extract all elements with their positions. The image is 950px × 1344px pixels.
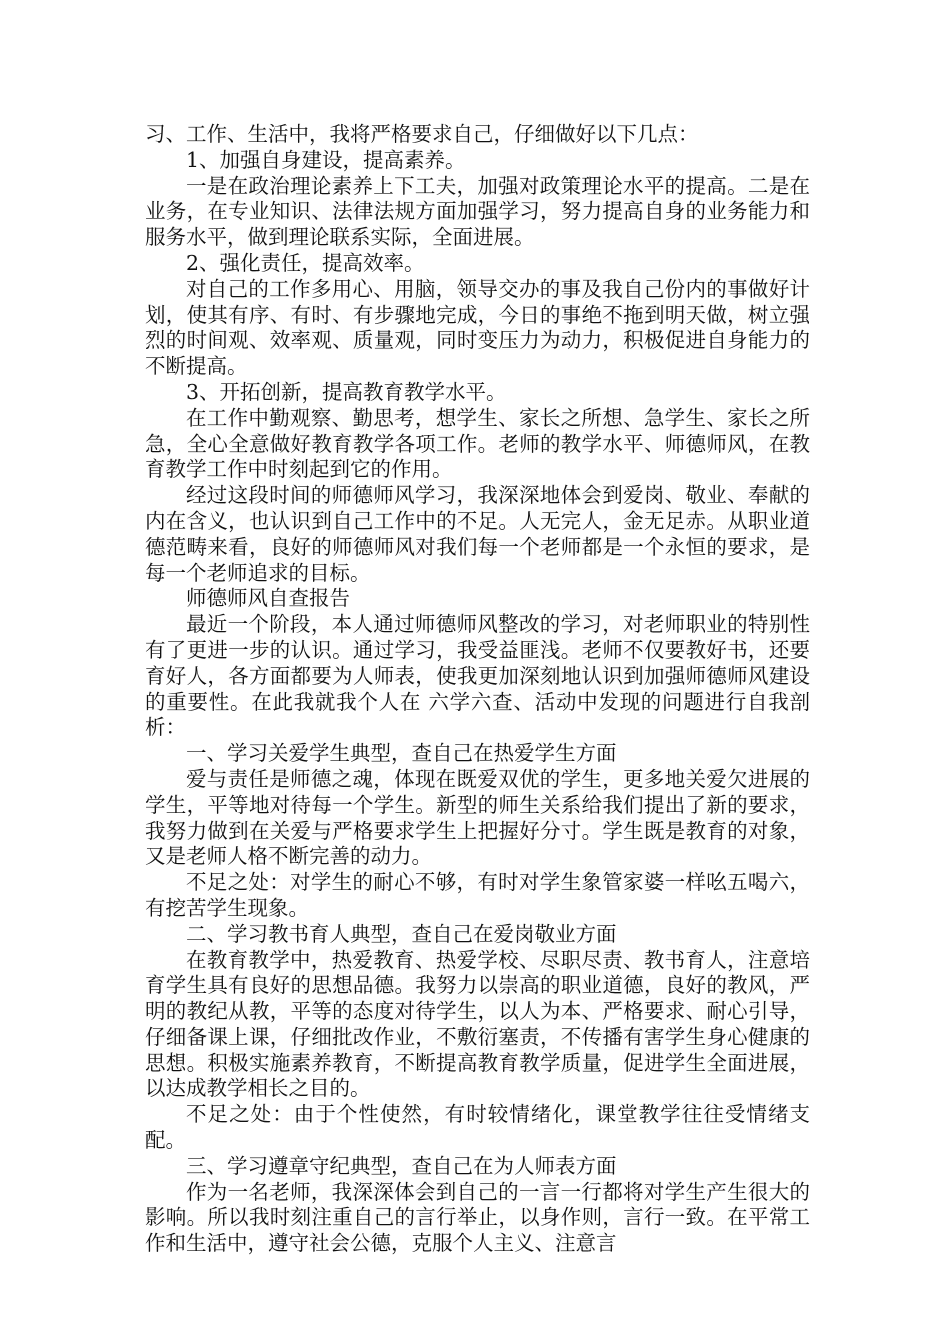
paragraph: 爱与责任是师德之魂，体现在既爱双优的学生，更多地关爱欠进展的学生，平等地对待每一个学生。新型的师生关系给我们提出了新的要求，我努力做到在关爱与严格要求学生上把握好分寸。学生既是教育的对象，又是老师人格不断完善的动力。 (145, 766, 810, 869)
section-heading-two: 二、学习教书育人典型，查自己在爱岗敬业方面 (186, 921, 617, 946)
paragraph: 最近一个阶段，本人通过师德师风整改的学习，对老师职业的特别性有了更进一步的认识。通过学习，我受益匪浅。老师不仅要教好书，还要育好人，各方面都要为人师表，使我更加深刻地认识到加强师德师风建设的重要性。在此我就我个人在 六学六查、活动中发现的问题进行自我剖析： (145, 612, 810, 740)
document-body (145, 122, 810, 1257)
paragraph: 不足之处：对学生的耐心不够，有时对学生象管家婆一样吆五喝六，有挖苦学生现象。 (145, 870, 810, 920)
paragraph: 在教育教学中，热爱教育、热爱学校、尽职尽责、教书育人，注意培育学生具有良好的思想品德。我努力以崇高的职业道德，良好的教风，严明的教纪从教，平等的态度对待学生，以人为本、严格要求、耐心引导，仔细备课上课，仔细批改作业，不敷衍塞责，不传播有害学生身心健康的思想。积极实施素养教育，不断提高教育教学质量，促进学生全面进展，以达成教学相长之目的。 (145, 947, 810, 1101)
paragraph: 一是在政治理论素养上下工夫，加强对政策理论水平的提高。二是在业务，在专业知识、法律法规方面加强学习，努力提高自身的业务能力和服务水平，做到理论联系实际，全面进展。 (145, 173, 810, 250)
paragraph: 习、工作、生活中，我将严格要求自己，仔细做好以下几点： (145, 122, 699, 146)
report-title: 师德师风自查报告 (186, 586, 350, 611)
paragraph: 不足之处：由于个性使然，有时较情绪化，课堂教学往往受情绪支配。 (145, 1102, 810, 1153)
section-heading-three: 三、学习遵章守纪典型，查自己在为人师表方面 (186, 1153, 617, 1178)
paragraph: 经过这段时间的师德师风学习，我深深地体会到爱岗、敬业、奉献的内在含义，也认识到自己工作中的不足。人无完人，金无足赤。从职业道德范畴来看，良好的师德师风对我们每一个老师都是一个永恒的要求，是每一个老师追求的目标。 (145, 483, 810, 585)
section-heading-one: 一、学习关爱学生典型，查自己在热爱学生方面 (186, 741, 617, 766)
heading-innovation: 3、开拓创新，提高教育教学水平。 (186, 379, 507, 404)
heading-strengthen-responsibility: 2、强化责任，提高效率。 (186, 250, 425, 275)
paragraph: 作为一名老师，我深深体会到自己的一言一行都将对学生产生很大的影响。所以我时刻注重自己的言行举止，以身作则，言行一致。在平常工作和生活中，遵守社会公德，克服个人主义、注意言 (145, 1179, 810, 1256)
paragraph: 对自己的工作多用心、用脑，领导交办的事及我自己份内的事做好计划，使其有序、有时、有步骤地完成，今日的事绝不拖到明天做，树立强烈的时间观、效率观、质量观，同时变压力为动力，积极促进自身能力的不断提高。 (145, 276, 810, 379)
heading-strengthen-self: 1、加强自身建设，提高素养。 (186, 147, 466, 172)
paragraph: 在工作中勤观察、勤思考，想学生、家长之所想、急学生、家长之所急，全心全意做好教育教学各项工作。老师的教学水平、师德师风，在教育教学工作中时刻起到它的作用。 (145, 405, 810, 482)
